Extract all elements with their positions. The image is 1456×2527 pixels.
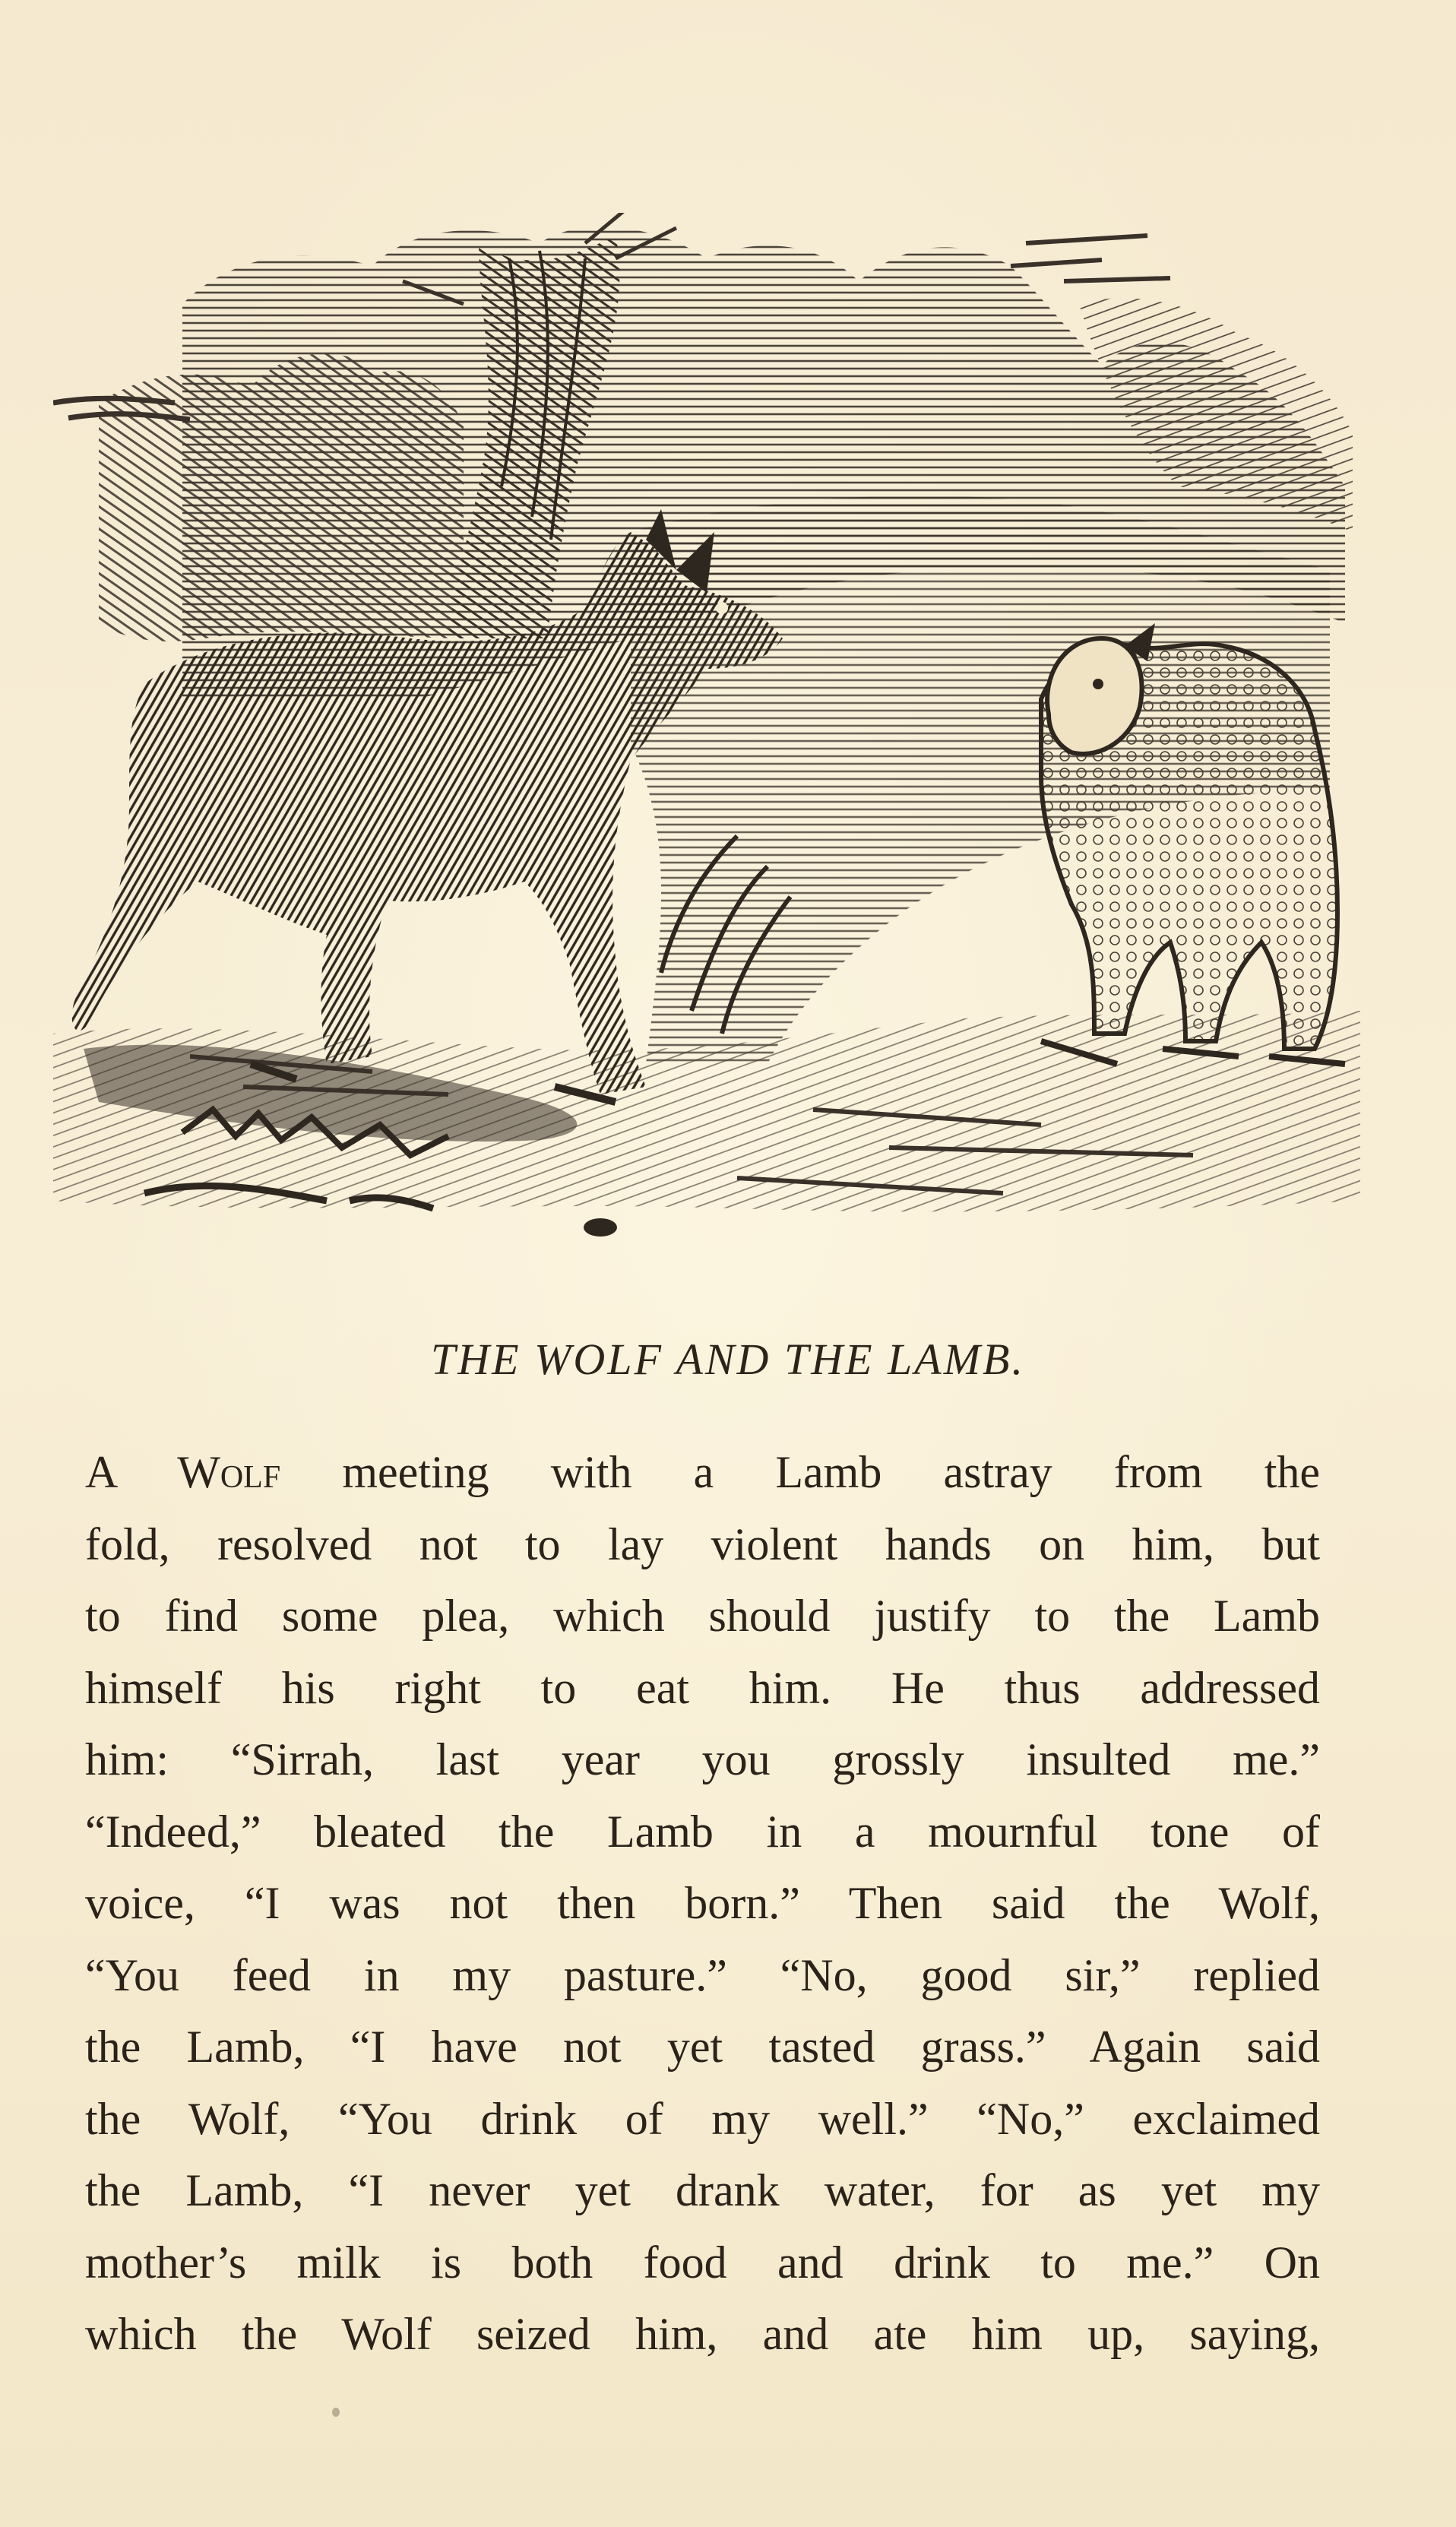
text-line-8: “You feed in my pasture.” “No, good sir,” replied (85, 1949, 1320, 2000)
text-line-6: “Indeed,” bleated the Lamb in a mournful tone of (85, 1806, 1320, 1857)
text-line-7: voice, “I was not then born.” Then said the Wolf, (85, 1878, 1320, 1928)
lamb-figure (1041, 623, 1345, 1064)
text-line-10: the Wolf, “You drink of my well.” “No,” exclaimed (85, 2093, 1320, 2144)
text-line-5: him: “Sirrah, last year you grossly insulted me.” (85, 1734, 1320, 1784)
opening-smallcaps-word: Wolf (177, 1447, 281, 1497)
text-line-9: the Lamb, “I have not yet tasted grass.” Again said (85, 2022, 1320, 2072)
text-line-13: which the Wolf seized him, and ate him up, saying, (85, 2309, 1320, 2359)
fable-text (85, 1436, 1320, 2370)
text-line-2: fold, resolved not to lay violent hands on him, but (85, 1518, 1320, 1569)
text-line-1 (85, 1436, 1320, 1509)
engraving-icon (53, 213, 1391, 1277)
text-line-3: to find some plea, which should justify to the Lamb (85, 1591, 1320, 1641)
paper-speck (332, 2408, 340, 2417)
text-line-11: the Lamb, “I never yet drank water, for as yet my (85, 2165, 1320, 2215)
text-line-1-rest: meeting with a Lamb astray from the (280, 1447, 1320, 1497)
opening-letter: A (85, 1447, 116, 1497)
text-line-12: mother’s milk is both food and drink to me.” On (85, 2237, 1320, 2288)
wolf-and-lamb-illustration (53, 213, 1391, 1277)
illustration-caption: THE WOLF AND THE LAMB. (431, 1335, 1025, 1384)
text-line-4: himself his right to eat him. He thus addressed (85, 1662, 1320, 1713)
